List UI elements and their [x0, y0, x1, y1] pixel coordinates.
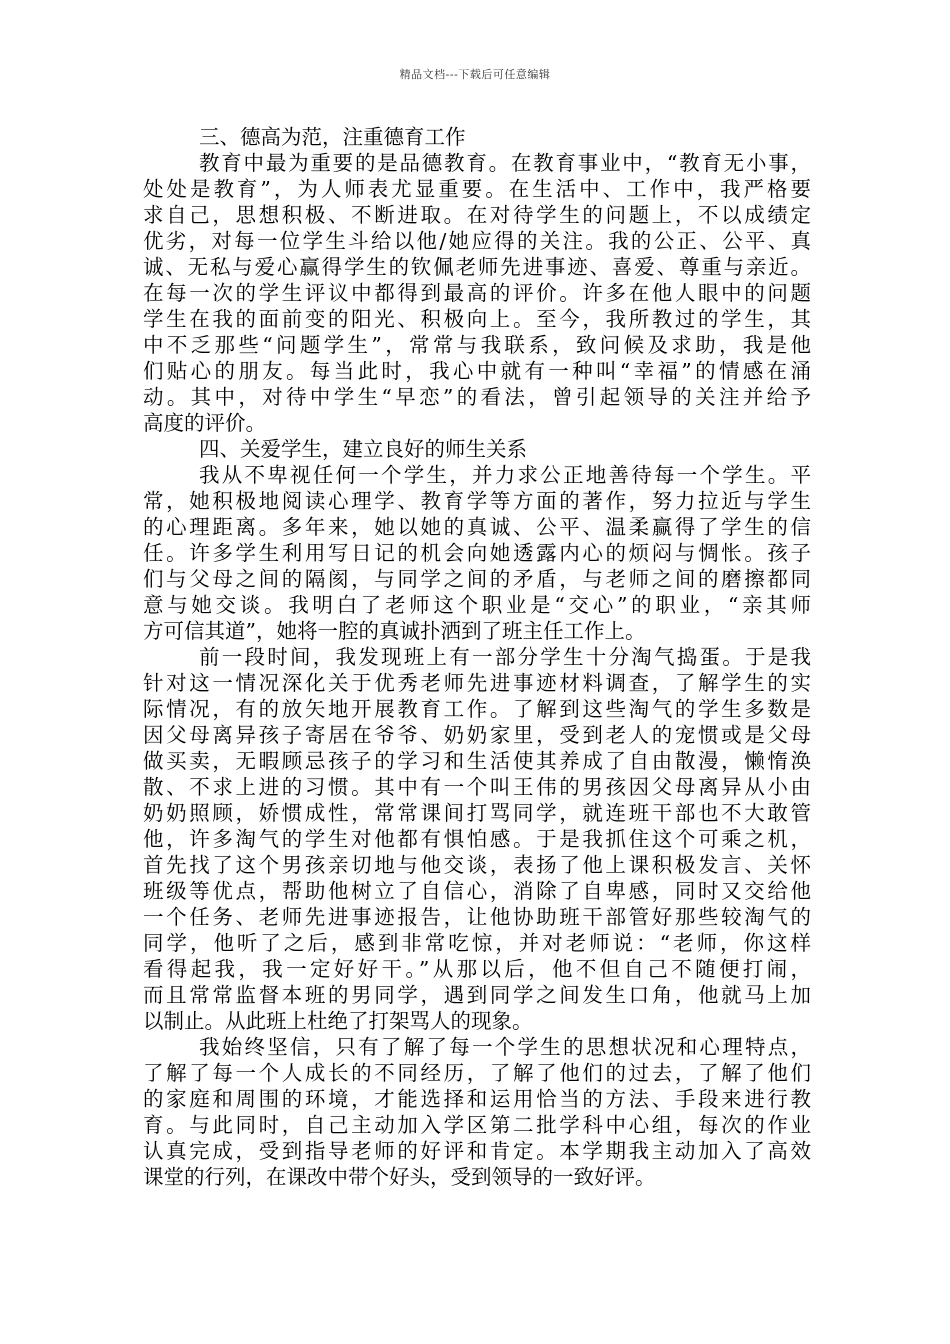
text-line: 班级等优点，帮助他树立了自信心，消除了自卑感，同时又交给他 [143, 879, 811, 903]
text-line: 求自己，思想积极、不断进取。在对待学生的问题上，不以成绩定 [143, 203, 811, 227]
text-line: 际情况，有的放矢地开展教育工作。了解到这些淘气的学生多数是 [143, 697, 811, 721]
text-line: 一个任务、老师先进事迹报告，让他协助班干部管好那些较淘气的 [143, 905, 811, 929]
text-line: 针对这一情况深化关于优秀老师先进事迹材料调查，了解学生的实 [143, 671, 811, 695]
page-header: 精品文档---下载后可任意编辑 [399, 68, 551, 81]
text-line: 首先找了这个男孩亲切地与他交谈，表扬了他上课积极发言、关怀 [143, 853, 811, 877]
text-line: 以制止。从此班上杜绝了打架骂人的现象。 [143, 1009, 533, 1033]
section-heading: 四、关爱学生，建立良好的师生关系 [199, 437, 527, 461]
text-line: 学生在我的面前变的阳光、积极向上。至今，我所教过的学生，其 [143, 307, 811, 331]
text-line: 教育中最为重要的是品德教育。在教育事业中，“教育无小事， [199, 151, 811, 175]
paragraph [143, 644, 811, 1034]
text-line: 散、不求上进的习惯。其中有一个叫王伟的男孩因父母离异从小由 [143, 775, 811, 799]
text-line: 优劣，对每一位学生斗给以他/她应得的关注。我的公正、公平、真 [143, 229, 811, 253]
text-line: 了解了每一个人成长的不同经历，了解了他们的过去，了解了他们 [143, 1061, 811, 1085]
text-line: 中不乏那些“问题学生”，常常与我联系，致问候及求助，我是他 [143, 333, 811, 357]
section-heading: 三、德高为范，注重德育工作 [199, 125, 466, 149]
text-line: 诚、无私与爱心赢得学生的钦佩老师先进事迹、喜爱、尊重与亲近。 [143, 255, 811, 279]
text-line: 课堂的行列，在课改中带个好头，受到领导的一致好评。 [143, 1165, 656, 1189]
text-line: 我始终坚信，只有了解了每一个学生的思想状况和心理特点， [199, 1035, 811, 1059]
text-line: 的家庭和周围的环境，才能选择和运用恰当的方法、手段来进行教 [143, 1087, 811, 1111]
text-line: 高度的评价。 [143, 411, 266, 435]
document-body [143, 124, 811, 1190]
text-line: 看得起我，我一定好好干。”从那以后，他不但自己不随便打闹， [143, 957, 811, 981]
text-line: 方可信其道”，她将一腔的真诚扑洒到了班主任工作上。 [143, 619, 646, 643]
text-line: 处处是教育”，为人师表尤显重要。在生活中、工作中，我严格要 [143, 177, 811, 201]
text-line: 同学，他听了之后，感到非常吃惊，并对老师说：“老师，你这样 [143, 931, 811, 955]
text-line: 动。其中，对待中学生“早恋”的看法，曾引起领导的关注并给予 [143, 385, 811, 409]
text-line: 常，她积极地阅读心理学、教育学等方面的著作，努力拉近与学生 [143, 489, 811, 513]
text-line: 任。许多学生利用写日记的机会向她透露内心的烦闷与惆怅。孩子 [143, 541, 811, 565]
text-line: 因父母离异孩子寄居在爷爷、奶奶家里，受到老人的宠惯或是父母 [143, 723, 811, 747]
paragraph [143, 1034, 811, 1190]
text-line: 奶奶照顾，娇惯成性，常常课间打骂同学，就连班干部也不大敢管 [143, 801, 811, 825]
text-line: 意与她交谈。我明白了老师这个职业是“交心”的职业，“亲其师 [143, 593, 811, 617]
text-line: 我从不卑视任何一个学生，并力求公正地善待每一个学生。平 [199, 463, 811, 487]
paragraph [143, 150, 811, 436]
text-line: 在每一次的学生评议中都得到最高的评价。许多在他人眼中的问题 [143, 281, 811, 305]
text-line: 们与父母之间的隔阂，与同学之间的矛盾，与老师之间的磨擦都同 [143, 567, 811, 591]
text-line: 而且常常监督本班的男同学，遇到同学之间发生口角，他就马上加 [143, 983, 811, 1007]
text-line: 前一段时间，我发现班上有一部分学生十分淘气捣蛋。于是我 [199, 645, 811, 669]
text-line: 他，许多淘气的学生对他都有惧怕感。于是我抓住这个可乘之机， [143, 827, 811, 851]
text-line: 做买卖，无暇顾忌孩子的学习和生活使其养成了自由散漫，懒惰涣 [143, 749, 811, 773]
text-line: 育。与此同时，自己主动加入学区第二批学科中心组，每次的作业 [143, 1113, 811, 1137]
text-line: 的心理距离。多年来，她以她的真诚、公平、温柔赢得了学生的信 [143, 515, 811, 539]
text-line: 们贴心的朋友。每当此时，我心中就有一种叫“幸福”的情感在涌 [143, 359, 811, 383]
paragraph [143, 462, 811, 644]
text-line: 认真完成，受到指导老师的好评和肯定。本学期我主动加入了高效 [143, 1139, 811, 1163]
